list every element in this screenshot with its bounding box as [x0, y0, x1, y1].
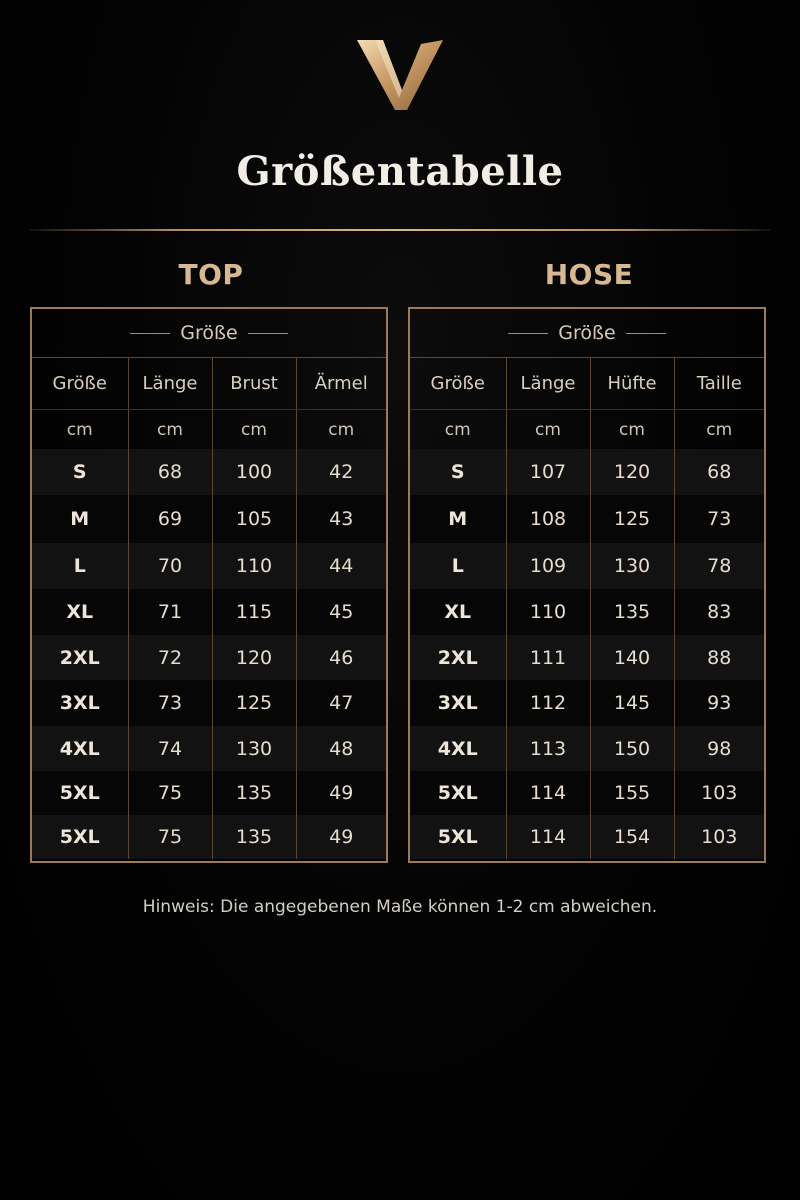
unit-cell: cm — [128, 410, 212, 450]
hose-group-label: Größe — [558, 322, 616, 344]
table-row — [410, 543, 764, 589]
unit-cell: cm — [674, 410, 764, 450]
group-header-line-right — [626, 333, 666, 334]
size-cell: M — [410, 495, 506, 543]
hose-table-body — [410, 410, 764, 860]
measure-cell: 125 — [212, 680, 296, 726]
table-row — [410, 771, 764, 815]
group-header-line-left — [508, 333, 548, 334]
measure-cell: 135 — [212, 815, 296, 859]
measure-cell: 42 — [296, 449, 386, 495]
measure-cell: 150 — [590, 726, 674, 771]
measure-cell: 78 — [674, 543, 764, 589]
measure-cell: 113 — [506, 726, 590, 771]
unit-cell: cm — [590, 410, 674, 450]
table-row — [410, 726, 764, 771]
top-unit-row — [32, 410, 386, 450]
page-title: Größentabelle — [236, 148, 564, 195]
measure-cell: 83 — [674, 589, 764, 635]
measure-cell: 155 — [590, 771, 674, 815]
size-cell: M — [32, 495, 128, 543]
measure-cell: 135 — [590, 589, 674, 635]
table-row — [32, 771, 386, 815]
measure-cell: 75 — [128, 771, 212, 815]
column-header: Größe — [32, 358, 128, 410]
measure-cell: 70 — [128, 543, 212, 589]
column-header: Größe — [410, 358, 506, 410]
measure-cell: 49 — [296, 771, 386, 815]
unit-cell: cm — [506, 410, 590, 450]
measure-cell: 49 — [296, 815, 386, 859]
group-header-line-right — [248, 333, 288, 334]
measure-cell: 46 — [296, 635, 386, 680]
hose-header-row — [410, 358, 764, 410]
top-group-header — [32, 309, 386, 358]
measure-cell: 69 — [128, 495, 212, 543]
top-size-table — [30, 307, 388, 863]
table-row — [32, 495, 386, 543]
measure-cell: 145 — [590, 680, 674, 726]
size-cell: 5XL — [410, 815, 506, 859]
unit-cell: cm — [444, 419, 471, 440]
measure-cell: 110 — [212, 543, 296, 589]
measure-cell: 120 — [590, 449, 674, 495]
table-row — [32, 635, 386, 680]
measure-cell: 68 — [128, 449, 212, 495]
size-cell: L — [410, 543, 506, 589]
table-row — [32, 815, 386, 859]
measure-cell: 107 — [506, 449, 590, 495]
column-header: Länge — [128, 358, 212, 410]
top-group-label: Größe — [180, 322, 238, 344]
table-row — [32, 589, 386, 635]
measure-cell: 120 — [212, 635, 296, 680]
measure-cell: 109 — [506, 543, 590, 589]
size-cell: XL — [32, 589, 128, 635]
column-header: Länge — [506, 358, 590, 410]
measure-cell: 103 — [674, 771, 764, 815]
measure-cell: 93 — [674, 680, 764, 726]
hose-table — [410, 358, 764, 859]
measure-cell: 125 — [590, 495, 674, 543]
measure-cell: 114 — [506, 771, 590, 815]
hose-group-header — [410, 309, 764, 358]
table-row — [32, 680, 386, 726]
measure-cell: 103 — [674, 815, 764, 859]
top-header-row — [32, 358, 386, 410]
size-cell: 3XL — [410, 680, 506, 726]
measure-cell: 140 — [590, 635, 674, 680]
size-cell: S — [410, 449, 506, 495]
measure-cell: 71 — [128, 589, 212, 635]
size-cell: XL — [410, 589, 506, 635]
measure-cell: 111 — [506, 635, 590, 680]
measure-cell: 130 — [212, 726, 296, 771]
measure-cell: 45 — [296, 589, 386, 635]
table-row — [410, 680, 764, 726]
measure-cell: 48 — [296, 726, 386, 771]
measure-cell: 75 — [128, 815, 212, 859]
size-cell: 4XL — [410, 726, 506, 771]
measure-cell: 68 — [674, 449, 764, 495]
measure-cell: 108 — [506, 495, 590, 543]
size-cell: 3XL — [32, 680, 128, 726]
table-row — [410, 589, 764, 635]
table-row — [32, 543, 386, 589]
column-header: Brust — [212, 358, 296, 410]
column-header: Ärmel — [296, 358, 386, 410]
measure-cell: 44 — [296, 543, 386, 589]
hose-unit-row — [410, 410, 764, 450]
size-cell: 5XL — [32, 815, 128, 859]
hose-section-title: HOSE — [544, 258, 634, 291]
group-header-line-left — [130, 333, 170, 334]
top-section-title: TOP — [178, 258, 244, 291]
measure-cell: 98 — [674, 726, 764, 771]
table-row — [32, 726, 386, 771]
size-cell: 2XL — [410, 635, 506, 680]
measure-cell: 130 — [590, 543, 674, 589]
unit-cell: cm — [66, 419, 93, 440]
measure-cell: 72 — [128, 635, 212, 680]
top-table — [32, 358, 386, 859]
measure-cell: 105 — [212, 495, 296, 543]
measure-cell: 112 — [506, 680, 590, 726]
brand-logo — [0, 38, 800, 112]
column-header: Hüfte — [590, 358, 674, 410]
measure-cell: 73 — [128, 680, 212, 726]
table-row — [410, 815, 764, 859]
size-cell: L — [32, 543, 128, 589]
size-cell: 4XL — [32, 726, 128, 771]
measure-cell: 74 — [128, 726, 212, 771]
unit-cell: cm — [212, 410, 296, 450]
measure-cell: 47 — [296, 680, 386, 726]
size-cell: 5XL — [410, 771, 506, 815]
measure-cell: 100 — [212, 449, 296, 495]
column-header: Taille — [674, 358, 764, 410]
hose-size-table — [408, 307, 766, 863]
top-table-body — [32, 410, 386, 860]
measure-cell: 135 — [212, 771, 296, 815]
table-row — [410, 449, 764, 495]
size-cell: S — [32, 449, 128, 495]
measure-cell: 110 — [506, 589, 590, 635]
size-cell: 5XL — [32, 771, 128, 815]
size-cell: 2XL — [32, 635, 128, 680]
table-row — [410, 495, 764, 543]
measure-cell: 154 — [590, 815, 674, 859]
table-row — [32, 449, 386, 495]
measure-cell: 115 — [212, 589, 296, 635]
v-logo-icon — [355, 38, 445, 112]
title-divider — [30, 229, 770, 231]
measurement-note: Hinweis: Die angegebenen Maße können 1-2 cm abweichen. — [142, 897, 658, 917]
measure-cell: 73 — [674, 495, 764, 543]
unit-cell: cm — [296, 410, 386, 450]
measure-cell: 88 — [674, 635, 764, 680]
measure-cell: 114 — [506, 815, 590, 859]
measure-cell: 43 — [296, 495, 386, 543]
table-row — [410, 635, 764, 680]
